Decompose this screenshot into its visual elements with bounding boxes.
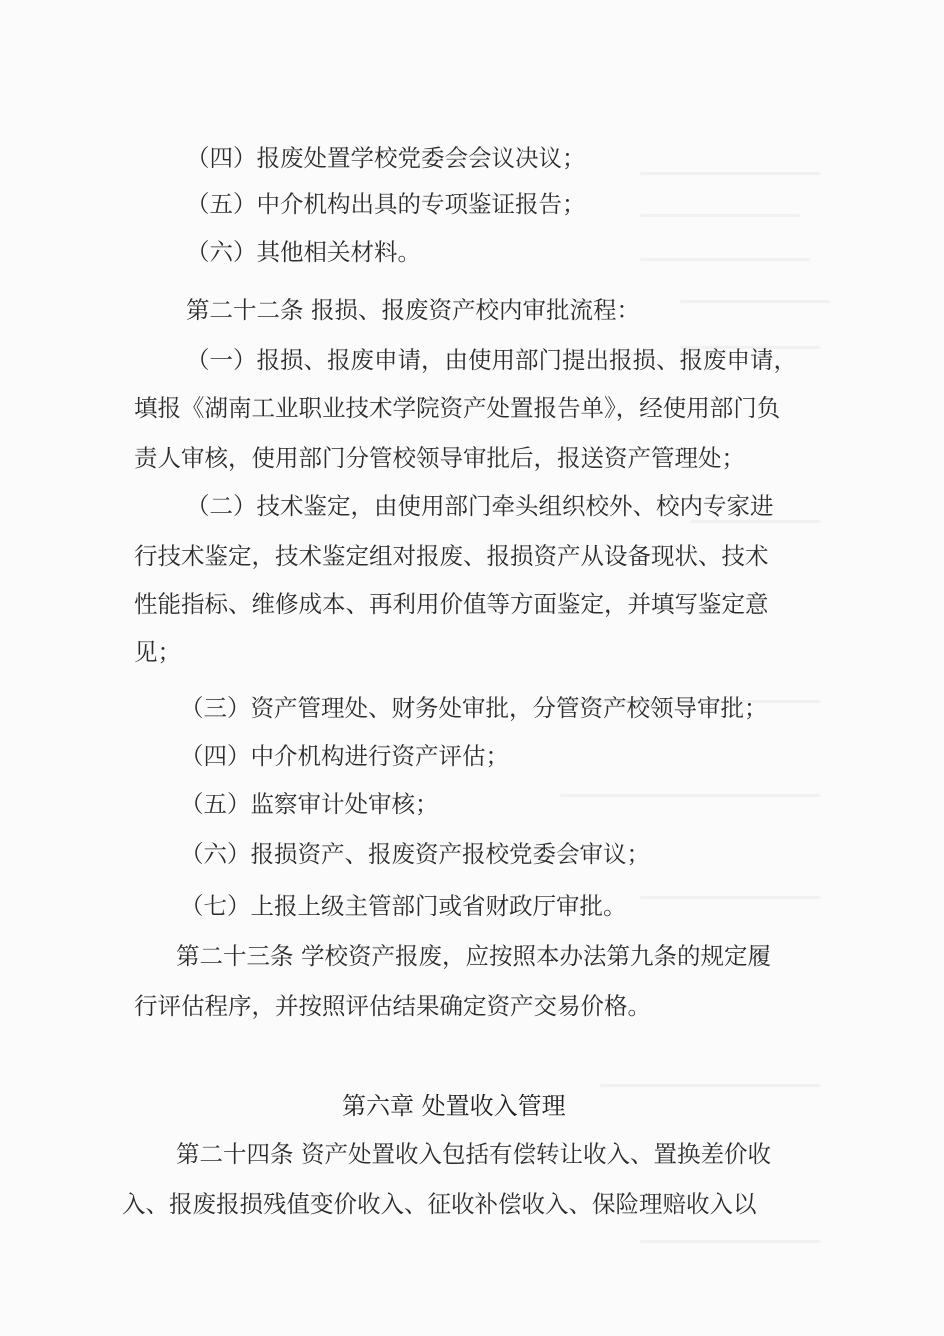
- text-line: （七）上报上级主管部门或省财政厅审批。: [180, 892, 627, 920]
- text-line: 见；: [134, 638, 181, 666]
- bleed-through-mark: [560, 794, 820, 797]
- text-line: 责人审核，使用部门分管校领导审批后，报送资产管理处；: [134, 444, 745, 472]
- text-line: 填报《湖南工业职业技术学院资产处置报告单》，经使用部门负: [134, 394, 781, 422]
- text-line: （三）资产管理处、财务处审批，分管资产校领导审批；: [180, 694, 768, 722]
- bleed-through-mark: [640, 1240, 820, 1243]
- bleed-through-mark: [640, 896, 820, 899]
- article-heading-24: 第二十四条 资产处置收入包括有偿转让收入、置换差价收: [176, 1140, 771, 1168]
- text-line: 行评估程序，并按照评估结果确定资产交易价格。: [134, 992, 651, 1020]
- text-line: （四）中介机构进行资产评估；: [180, 742, 509, 770]
- text-line: （五）监察审计处审核；: [180, 790, 439, 818]
- text-line: （一）报损、报废申请，由使用部门提出报损、报废申请，: [186, 346, 797, 374]
- chapter-heading: 第六章 处置收入管理: [342, 1092, 566, 1120]
- bleed-through-mark: [640, 214, 800, 217]
- bleed-through-mark: [600, 1084, 820, 1087]
- article-heading-22: 第二十二条 报损、报废资产校内审批流程：: [186, 296, 640, 324]
- text-line: （五）中介机构出具的专项鉴证报告；: [186, 190, 586, 218]
- text-line: （六）其他相关材料。: [186, 238, 421, 266]
- bleed-through-mark: [680, 300, 830, 303]
- bleed-through-mark: [640, 172, 820, 175]
- text-line: 行技术鉴定，技术鉴定组对报废、报损资产从设备现状、技术: [134, 542, 769, 570]
- text-line: （二）技术鉴定，由使用部门牵头组织校外、校内专家进: [186, 492, 774, 520]
- text-line: 性能指标、维修成本、再利用价值等方面鉴定，并填写鉴定意: [134, 590, 769, 618]
- bleed-through-mark: [640, 258, 810, 261]
- text-line: （四）报废处置学校党委会会议决议；: [186, 144, 586, 172]
- text-line: （六）报损资产、报废资产报校党委会审议；: [180, 840, 650, 868]
- text-line: 入、报废报损残值变价收入、征收补偿收入、保险理赔收入以: [122, 1190, 757, 1218]
- article-heading-23: 第二十三条 学校资产报废，应按照本办法第九条的规定履: [176, 942, 771, 970]
